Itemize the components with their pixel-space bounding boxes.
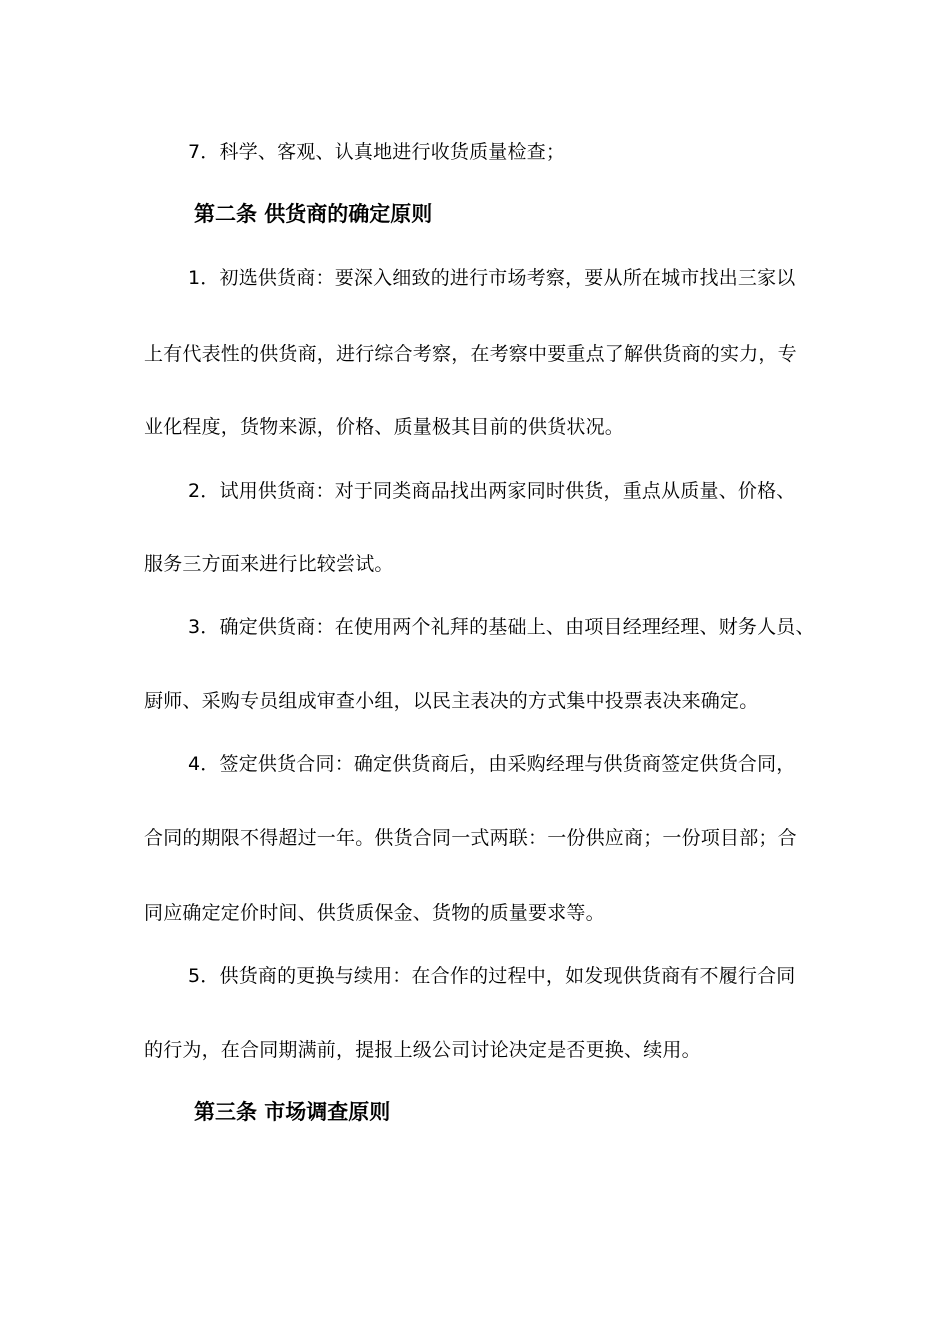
item-1-line-2: 上有代表性的供货商，进行综合考察，在考察中要重点了解供货商的实力，专 [144, 343, 797, 365]
item-3-line-2: 厨师、采购专员组成审查小组，以民主表决的方式集中投票表决来确定。 [144, 690, 759, 712]
item-7-text: 7．科学、客观、认真地进行收货质量检查； [188, 141, 566, 163]
item-5-line-1: 5．供货商的更换与续用：在合作的过程中，如发现供货商有不履行合同 [188, 965, 796, 987]
item-1-line-1: 1．初选供货商：要深入细致的进行市场考察，要从所在城市找出三家以 [188, 267, 796, 289]
item-4-line-1: 4．签定供货合同：确定供货商后，由采购经理与供货商签定供货合同， [188, 753, 796, 775]
item-2-line-1: 2．试用供货商：对于同类商品找出两家同时供货，重点从质量、价格、 [188, 480, 796, 502]
item-5-line-2: 的行为，在合同期满前，提报上级公司讨论决定是否更换、续用。 [144, 1039, 701, 1061]
item-3-line-1: 3．确定供货商：在使用两个礼拜的基础上、由项目经理经理、财务人员、 [188, 616, 815, 638]
item-4-line-2: 合同的期限不得超过一年。供货合同一式两联：一份供应商；一份项目部；合 [144, 827, 797, 849]
item-1-line-3: 业化程度，货物来源，价格、质量极其目前的供货状况。 [144, 416, 625, 438]
item-4-line-3: 同应确定定价时间、供货质保金、货物的质量要求等。 [144, 902, 605, 924]
item-2-line-2: 服务三方面来进行比较尝试。 [144, 553, 394, 575]
section-2-heading: 第二条 供货商的确定原则 [194, 202, 433, 226]
section-3-heading: 第三条 市场调查原则 [194, 1100, 391, 1124]
